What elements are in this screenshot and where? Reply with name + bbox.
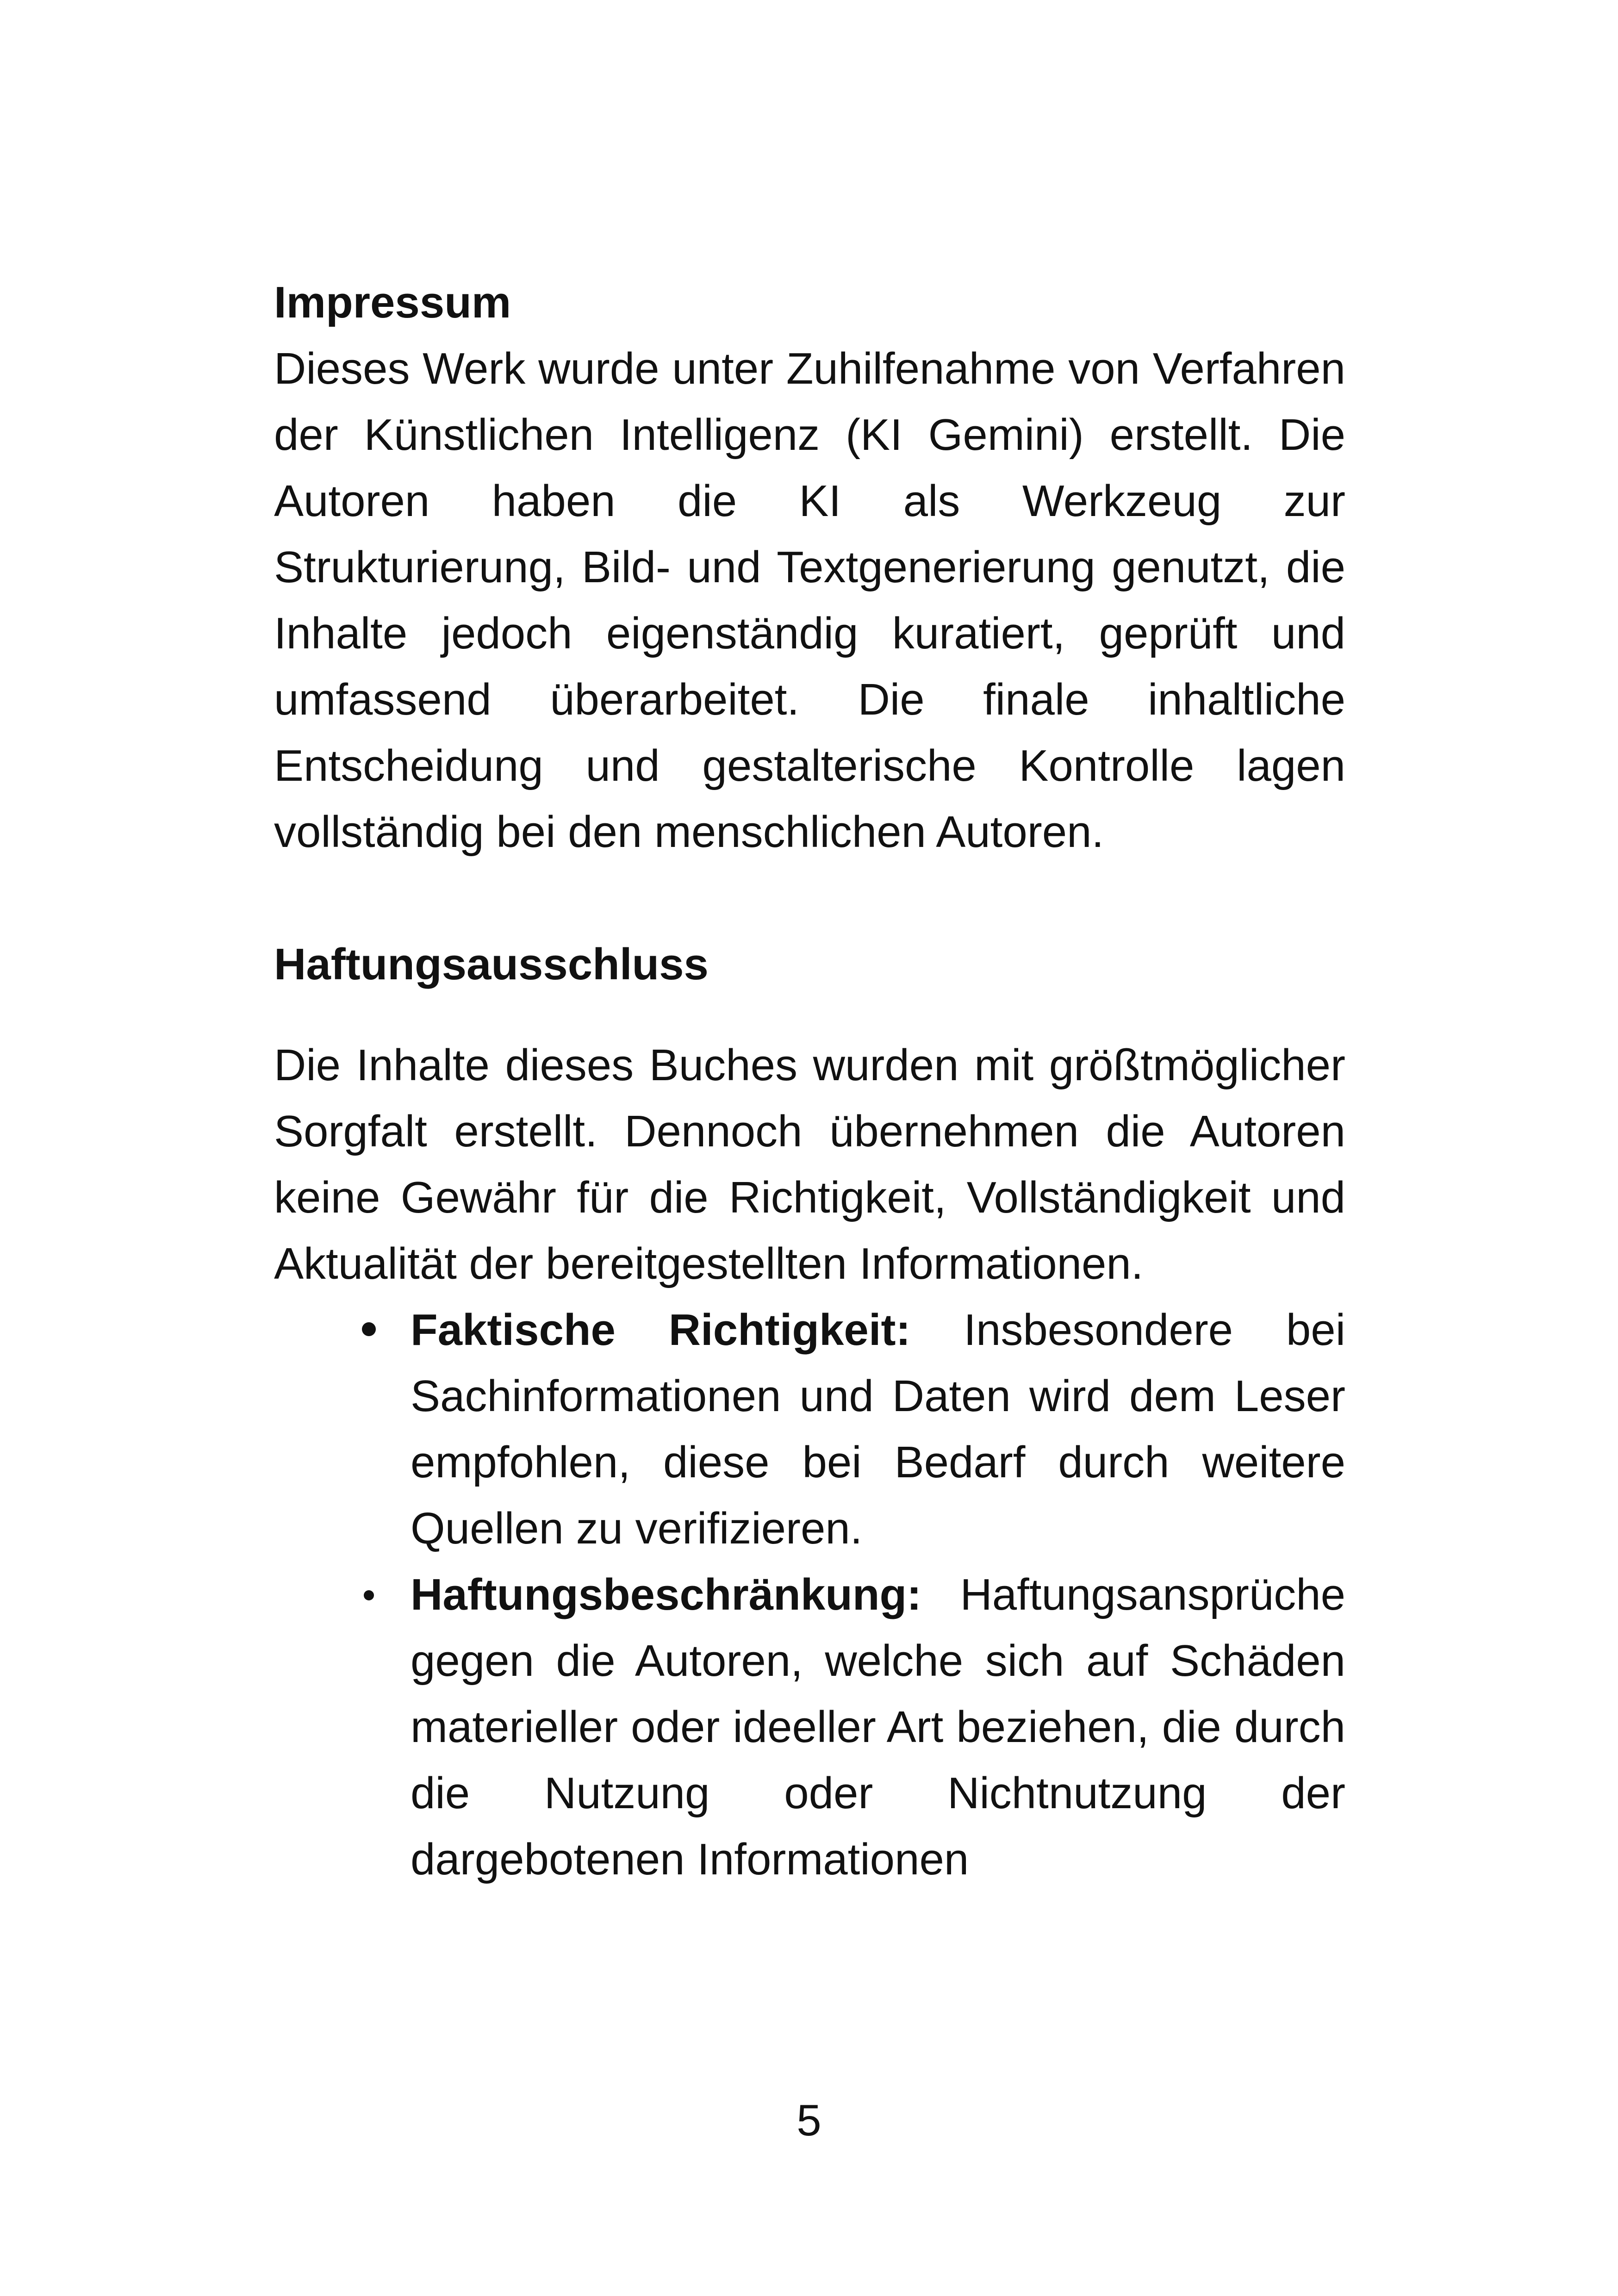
impressum-heading: Impressum (274, 278, 511, 327)
haftungsausschluss-text: Die Inhalte dieses Buches wurden mit größtmöglicher Sorgfalt erstellt. Dennoch übernehmen die Autoren keine Gewähr für die Richtigkeit, Vollständigkeit und Aktualität der bereitgestellten Informationen. (274, 1040, 1345, 1288)
list-item-text: Insbesondere bei Sachinformationen und Daten wird dem Leser empfohlen, diese bei Bedarf durch weitere Quellen zu verifizieren. (411, 1305, 1346, 1553)
page-number: 5 (797, 2096, 821, 2145)
disclaimer-list (274, 1297, 1345, 1892)
list-item (411, 1297, 1345, 1562)
haftungsausschluss-heading: Haftungsausschluss (274, 940, 709, 989)
bullet-icon (364, 1590, 374, 1600)
bullet-icon (362, 1322, 376, 1336)
page-content (274, 269, 1345, 1892)
heading-spacer (274, 997, 1345, 1032)
section-spacer (274, 865, 1345, 931)
list-item-label: Haftungsbeschränkung: (411, 1570, 922, 1619)
list-item (411, 1562, 1345, 1892)
list-item-text: Haftungsansprüche gegen die Autoren, welche sich auf Schäden materieller oder ideeller Art beziehen, die durch die Nutzung oder Nichtnutzung der dargebotenen Informationen (411, 1570, 1345, 1884)
impressum-text: Dieses Werk wurde unter Zuhilfenahme von Verfahren der Künstlichen Intelligenz (KI Gemini) erstellt. Die Autoren haben die KI als Werkzeug zur Strukturierung, Bild- und Textgenerierung genutzt, die Inhalte jedoch eigenständig kuratiert, geprüft und umfassend überarbeitet. Die finale inhaltliche Entscheidung und gestalterische Kontrolle lagen vollständig bei den menschlichen Autoren. (274, 344, 1345, 857)
list-item-label: Faktische Richtigkeit: (411, 1305, 911, 1355)
